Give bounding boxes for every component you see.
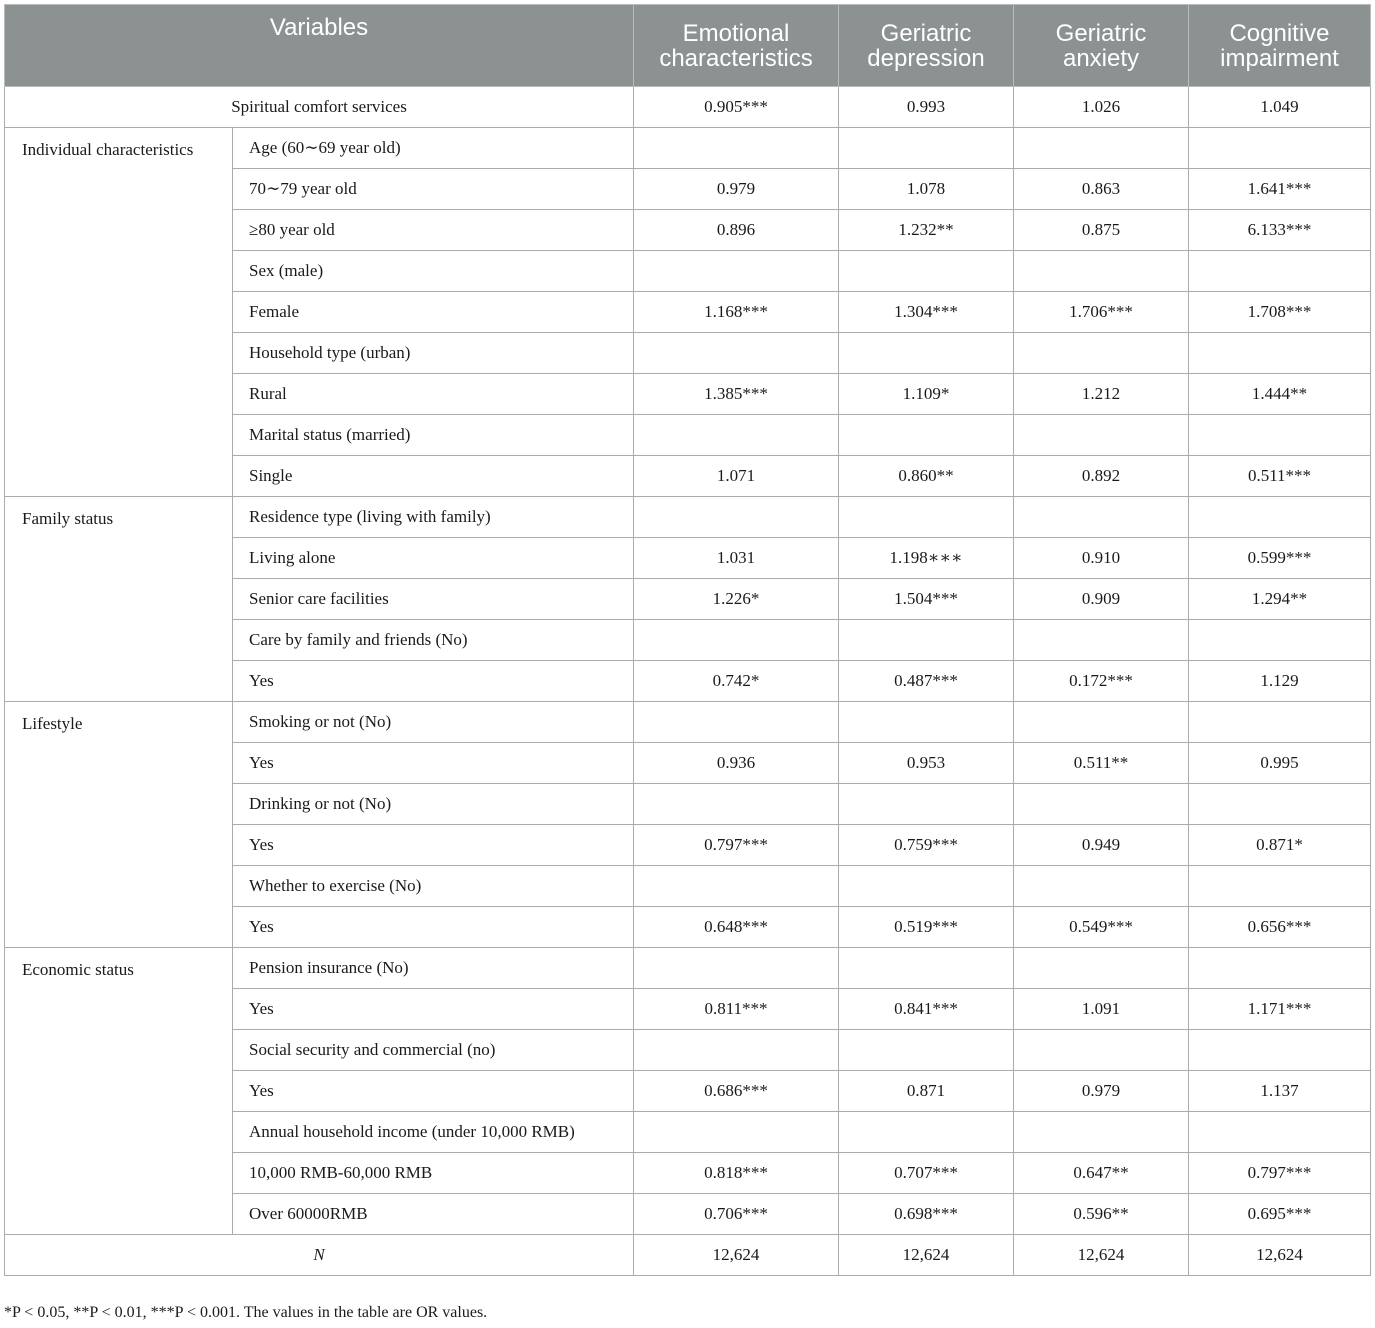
- row-label: Social security and commercial (no): [233, 1030, 634, 1071]
- cell-value: 1.385***: [634, 374, 839, 415]
- cell-value: [839, 1030, 1014, 1071]
- cell-value: 0.742*: [634, 661, 839, 702]
- cell-value: 1.641***: [1189, 169, 1371, 210]
- row-label: Female: [233, 292, 634, 333]
- group-label-lifestyle: Lifestyle: [5, 702, 233, 948]
- cell-value: [1014, 333, 1189, 374]
- cell-value: 0.596**: [1014, 1194, 1189, 1235]
- cell-value: [634, 620, 839, 661]
- row-label: 70∼79 year old: [233, 169, 634, 210]
- table-row: [5, 87, 1371, 128]
- cell-value: [839, 620, 1014, 661]
- cell-value: [1014, 128, 1189, 169]
- cell-value: 0.656***: [1189, 907, 1371, 948]
- cell-value: [839, 784, 1014, 825]
- cell-value: 0.706***: [634, 1194, 839, 1235]
- row-label: 10,000 RMB-60,000 RMB: [233, 1153, 634, 1194]
- cell-value: 0.979: [634, 169, 839, 210]
- cell-value: [839, 702, 1014, 743]
- row-label: Smoking or not (No): [233, 702, 634, 743]
- cell-value: [634, 1030, 839, 1071]
- cell-value: [1189, 333, 1371, 374]
- table-row: [5, 948, 1371, 989]
- cell-value: [839, 866, 1014, 907]
- cell-value: 1.444**: [1189, 374, 1371, 415]
- cell-value: [1189, 1112, 1371, 1153]
- cell-value: 1.091: [1014, 989, 1189, 1030]
- cell-value: [1014, 702, 1189, 743]
- cell-value: 0.995: [1189, 743, 1371, 784]
- cell-value: 0.686***: [634, 1071, 839, 1112]
- cell-value: [839, 333, 1014, 374]
- cell-value: [1189, 784, 1371, 825]
- cell-value: 1.031: [634, 538, 839, 579]
- cell-value: 1.129: [1189, 661, 1371, 702]
- cell-value: 0.949: [1014, 825, 1189, 866]
- cell-value: 0.695***: [1189, 1194, 1371, 1235]
- row-label: Single: [233, 456, 634, 497]
- row-label: Residence type (living with family): [233, 497, 634, 538]
- cell-value: 0.841***: [839, 989, 1014, 1030]
- cell-value: 0.797***: [634, 825, 839, 866]
- cell-value: [634, 1112, 839, 1153]
- cell-value: 1.026: [1014, 87, 1189, 128]
- row-label: Sex (male): [233, 251, 634, 292]
- cell-value: [839, 948, 1014, 989]
- cell-value: 0.511***: [1189, 456, 1371, 497]
- cell-value: 0.892: [1014, 456, 1189, 497]
- cell-value: 12,624: [839, 1235, 1014, 1276]
- cell-value: 0.648***: [634, 907, 839, 948]
- row-label: Yes: [233, 825, 634, 866]
- table-row: [5, 128, 1371, 169]
- header-cognitive-impairment: Cognitive impairment: [1189, 5, 1371, 87]
- odds-ratio-table: [4, 4, 1371, 1276]
- cell-value: 1.226*: [634, 579, 839, 620]
- cell-value: 0.875: [1014, 210, 1189, 251]
- row-label: Spiritual comfort services: [5, 87, 634, 128]
- row-label-n: N: [5, 1235, 634, 1276]
- cell-value: 0.953: [839, 743, 1014, 784]
- row-label: Rural: [233, 374, 634, 415]
- cell-value: [839, 1112, 1014, 1153]
- cell-value: [1014, 415, 1189, 456]
- row-label: Marital status (married): [233, 415, 634, 456]
- header-variables: Variables: [5, 5, 634, 87]
- row-label: Pension insurance (No): [233, 948, 634, 989]
- cell-value: 0.871*: [1189, 825, 1371, 866]
- cell-value: 1.504***: [839, 579, 1014, 620]
- cell-value: [1014, 948, 1189, 989]
- cell-value: 0.993: [839, 87, 1014, 128]
- cell-value: 1.078: [839, 169, 1014, 210]
- cell-value: 0.909: [1014, 579, 1189, 620]
- cell-value: [634, 415, 839, 456]
- cell-value: 1.171***: [1189, 989, 1371, 1030]
- cell-value: 0.599***: [1189, 538, 1371, 579]
- cell-value: 0.759***: [839, 825, 1014, 866]
- row-label: Age (60∼69 year old): [233, 128, 634, 169]
- row-label: Over 60000RMB: [233, 1194, 634, 1235]
- cell-value: [1014, 1112, 1189, 1153]
- table-row: [5, 702, 1371, 743]
- cell-value: [634, 333, 839, 374]
- table-row: [5, 497, 1371, 538]
- cell-value: 6.133***: [1189, 210, 1371, 251]
- group-label-individual: Individual characteristics: [5, 128, 233, 497]
- cell-value: 0.910: [1014, 538, 1189, 579]
- cell-value: 1.109*: [839, 374, 1014, 415]
- cell-value: [634, 497, 839, 538]
- cell-value: 0.549***: [1014, 907, 1189, 948]
- cell-value: 0.905***: [634, 87, 839, 128]
- cell-value: 0.811***: [634, 989, 839, 1030]
- row-label: Yes: [233, 989, 634, 1030]
- cell-value: 12,624: [634, 1235, 839, 1276]
- cell-value: 1.168***: [634, 292, 839, 333]
- cell-value: [1014, 866, 1189, 907]
- table-row-n: [5, 1235, 1371, 1276]
- cell-value: 1.198∗∗∗: [839, 538, 1014, 579]
- cell-value: 1.212: [1014, 374, 1189, 415]
- cell-value: 0.172***: [1014, 661, 1189, 702]
- row-label: Drinking or not (No): [233, 784, 634, 825]
- cell-value: 0.979: [1014, 1071, 1189, 1112]
- cell-value: 1.049: [1189, 87, 1371, 128]
- row-label: Yes: [233, 1071, 634, 1112]
- header-geriatric-anxiety: Geriatric anxiety: [1014, 5, 1189, 87]
- cell-value: [634, 784, 839, 825]
- cell-value: [1189, 866, 1371, 907]
- cell-value: 0.896: [634, 210, 839, 251]
- cell-value: [1014, 784, 1189, 825]
- cell-value: [839, 415, 1014, 456]
- cell-value: 1.137: [1189, 1071, 1371, 1112]
- row-label: Yes: [233, 661, 634, 702]
- cell-value: 1.304***: [839, 292, 1014, 333]
- cell-value: 0.707***: [839, 1153, 1014, 1194]
- cell-value: [1189, 497, 1371, 538]
- cell-value: [1189, 948, 1371, 989]
- cell-value: [1189, 620, 1371, 661]
- group-label-economic: Economic status: [5, 948, 233, 1235]
- cell-value: [1014, 251, 1189, 292]
- cell-value: 12,624: [1189, 1235, 1371, 1276]
- table-footnote: *P < 0.05, **P < 0.01, ***P < 0.001. The values in the table are OR values.: [4, 1304, 488, 1321]
- cell-value: [1189, 128, 1371, 169]
- header-row: [5, 5, 1371, 87]
- row-label: Living alone: [233, 538, 634, 579]
- cell-value: [839, 497, 1014, 538]
- cell-value: 0.519***: [839, 907, 1014, 948]
- row-label: Care by family and friends (No): [233, 620, 634, 661]
- row-label: ≥80 year old: [233, 210, 634, 251]
- cell-value: 1.706***: [1014, 292, 1189, 333]
- cell-value: [1189, 702, 1371, 743]
- cell-value: 0.511**: [1014, 743, 1189, 784]
- cell-value: 1.232**: [839, 210, 1014, 251]
- cell-value: 0.936: [634, 743, 839, 784]
- cell-value: [1189, 251, 1371, 292]
- cell-value: 12,624: [1014, 1235, 1189, 1276]
- cell-value: [1014, 1030, 1189, 1071]
- cell-value: [634, 128, 839, 169]
- cell-value: [1189, 1030, 1371, 1071]
- cell-value: [839, 128, 1014, 169]
- row-label: Yes: [233, 907, 634, 948]
- cell-value: 0.871: [839, 1071, 1014, 1112]
- header-emotional-characteristics: Emotional characteristics: [634, 5, 839, 87]
- cell-value: 0.487***: [839, 661, 1014, 702]
- cell-value: 0.863: [1014, 169, 1189, 210]
- row-label: Whether to exercise (No): [233, 866, 634, 907]
- cell-value: 1.294**: [1189, 579, 1371, 620]
- cell-value: 0.647**: [1014, 1153, 1189, 1194]
- cell-value: 0.860**: [839, 456, 1014, 497]
- group-label-family: Family status: [5, 497, 233, 702]
- row-label: Senior care facilities: [233, 579, 634, 620]
- cell-value: [634, 702, 839, 743]
- cell-value: 0.797***: [1189, 1153, 1371, 1194]
- cell-value: 1.071: [634, 456, 839, 497]
- table-container: [4, 4, 1370, 1276]
- cell-value: [634, 866, 839, 907]
- cell-value: 0.698***: [839, 1194, 1014, 1235]
- cell-value: [634, 251, 839, 292]
- cell-value: 1.708***: [1189, 292, 1371, 333]
- row-label: Yes: [233, 743, 634, 784]
- cell-value: [839, 251, 1014, 292]
- row-label: Household type (urban): [233, 333, 634, 374]
- header-geriatric-depression: Geriatric depression: [839, 5, 1014, 87]
- cell-value: [1189, 415, 1371, 456]
- cell-value: [1014, 497, 1189, 538]
- cell-value: 0.818***: [634, 1153, 839, 1194]
- cell-value: [634, 948, 839, 989]
- cell-value: [1014, 620, 1189, 661]
- row-label: Annual household income (under 10,000 RMB): [233, 1112, 634, 1153]
